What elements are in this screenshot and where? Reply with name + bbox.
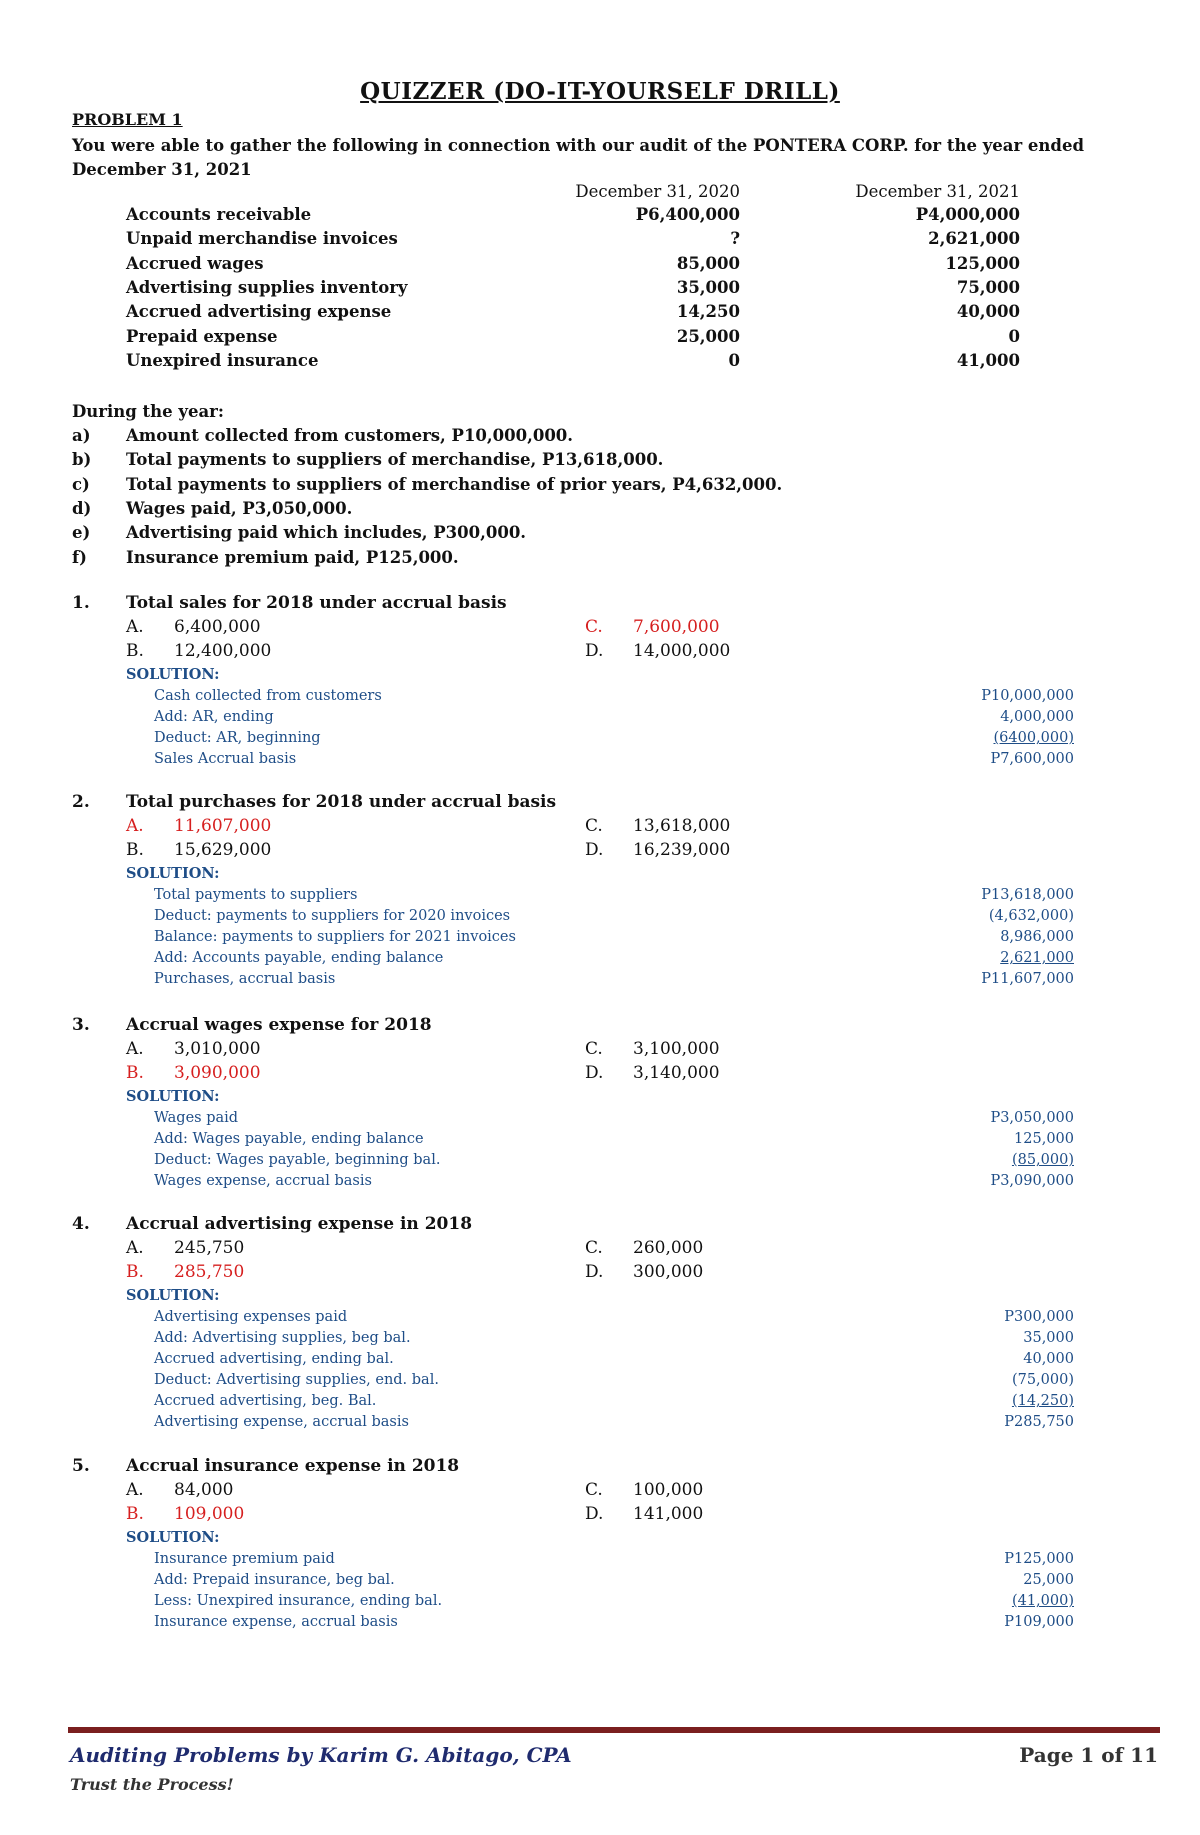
solution-row: [0, 1330, 1200, 1351]
solution-label: Add: Accounts payable, ending balance: [154, 950, 444, 966]
footer-divider: [68, 1727, 1160, 1733]
question-text: Total purchases for 2018 under accrual basis: [126, 792, 557, 812]
balance-row: [0, 229, 1200, 253]
balance-2021: 2,621,000: [928, 229, 1020, 249]
solution-row: [0, 1551, 1200, 1572]
footer-author: Auditing Problems by Karim G. Abitago, CPA: [70, 1743, 572, 1767]
solution-value: P300,000: [1004, 1309, 1074, 1325]
during-item-key: f): [72, 547, 87, 567]
answer-option: [126, 1063, 261, 1083]
solution-label: Insurance premium paid: [154, 1551, 335, 1567]
option-letter: B.: [126, 1063, 144, 1083]
solution-row: [0, 751, 1200, 772]
during-heading: During the year:: [72, 402, 224, 421]
solution-row: [0, 1593, 1200, 1614]
solution-value: P10,000,000: [981, 688, 1074, 704]
solution-heading: SOLUTION:: [126, 865, 220, 882]
answer-option: [126, 641, 271, 661]
answer-option: [585, 641, 730, 661]
option-letter: B.: [126, 641, 144, 661]
answer-option: [585, 617, 720, 637]
solution-value: 35,000: [1023, 1330, 1074, 1346]
answer-option: [585, 1480, 703, 1500]
option-letter: D.: [585, 641, 604, 661]
answer-option: [585, 840, 730, 860]
during-item: [0, 450, 1200, 474]
balance-2021: P4,000,000: [915, 205, 1020, 224]
option-letter: D.: [585, 1504, 604, 1524]
option-letter: B.: [126, 1262, 144, 1282]
balance-label: Unexpired insurance: [126, 350, 319, 370]
balance-2020: ?: [730, 229, 740, 249]
during-item-text: Amount collected from customers, P10,000,000.: [126, 426, 574, 445]
balance-2021: 0: [1008, 326, 1020, 346]
solution-label: Accrued advertising, ending bal.: [154, 1351, 394, 1367]
solution-row: [0, 908, 1200, 929]
solution-value: 125,000: [1014, 1131, 1074, 1147]
solution-label: Wages expense, accrual basis: [154, 1173, 372, 1189]
during-item-text: Insurance premium paid, P125,000.: [126, 547, 459, 567]
solution-row: [0, 730, 1200, 751]
answer-option: [126, 617, 261, 637]
solution-row: [0, 688, 1200, 709]
solution-label: Deduct: Advertising supplies, end. bal.: [154, 1372, 439, 1388]
option-letter: C.: [585, 1238, 603, 1258]
option-letter: D.: [585, 1262, 604, 1282]
solution-value: 40,000: [1023, 1351, 1074, 1367]
option-letter: A.: [126, 816, 144, 836]
balance-2021: 75,000: [956, 277, 1020, 297]
option-value: 3,010,000: [174, 1039, 261, 1059]
balance-2021: 40,000: [956, 302, 1020, 322]
option-letter: A.: [126, 617, 144, 637]
solution-label: Accrued advertising, beg. Bal.: [154, 1393, 377, 1409]
solution-value: (4,632,000): [988, 908, 1074, 924]
solution-value: 25,000: [1023, 1572, 1074, 1588]
problem-heading: PROBLEM 1: [72, 110, 183, 129]
solution-row: [0, 709, 1200, 730]
question-text: Accrual wages expense for 2018: [126, 1015, 432, 1035]
option-value: 16,239,000: [633, 840, 731, 860]
solution-row: [0, 1572, 1200, 1593]
balance-row: [0, 327, 1200, 351]
option-letter: C.: [585, 1480, 603, 1500]
balance-label: Advertising supplies inventory: [126, 277, 408, 297]
document-title: QUIZZER (DO-IT-YOURSELF DRILL): [360, 78, 840, 105]
solution-value: (85,000): [1011, 1152, 1074, 1168]
option-letter: C.: [585, 617, 603, 637]
question-number: 2.: [72, 792, 90, 812]
balance-2021: 41,000: [956, 350, 1020, 370]
answer-option: [126, 816, 271, 836]
during-item-text: Total payments to suppliers of merchandise, P13,618,000.: [126, 450, 664, 470]
option-value: 3,090,000: [174, 1063, 261, 1083]
solution-value: (14,250): [1011, 1393, 1074, 1409]
solution-row: [0, 1614, 1200, 1635]
during-item-text: Wages paid, P3,050,000.: [126, 498, 353, 518]
answer-option: [585, 1504, 703, 1524]
balance-col-header-2021: December 31, 2021: [855, 182, 1020, 201]
question-number: 3.: [72, 1015, 90, 1035]
option-letter: A.: [126, 1238, 144, 1258]
option-letter: C.: [585, 1039, 603, 1059]
balance-2020: 14,250: [676, 302, 740, 322]
option-value: 245,750: [174, 1238, 245, 1258]
balance-row: [0, 351, 1200, 375]
solution-value: P285,750: [1004, 1414, 1074, 1430]
balance-2020: 85,000: [676, 253, 740, 273]
solution-row: [0, 1110, 1200, 1131]
solution-value: 4,000,000: [1000, 709, 1074, 725]
answer-option: [126, 1504, 244, 1524]
solution-value: P3,090,000: [990, 1173, 1074, 1189]
solution-label: Sales Accrual basis: [154, 751, 297, 767]
solution-value: P13,618,000: [981, 887, 1074, 903]
balance-2020: 35,000: [676, 277, 740, 297]
option-value: 100,000: [633, 1480, 704, 1500]
page-number: Page 1 of 11: [1019, 1743, 1158, 1767]
solution-row: [0, 929, 1200, 950]
option-value: 7,600,000: [633, 617, 720, 637]
solution-value: (75,000): [1011, 1372, 1074, 1388]
during-item-text: Total payments to suppliers of merchandise of prior years, P4,632,000.: [126, 474, 783, 494]
balance-label: Accrued wages: [126, 253, 264, 273]
question-text: Accrual insurance expense in 2018: [126, 1456, 460, 1476]
option-value: 11,607,000: [174, 816, 272, 836]
solution-row: [0, 950, 1200, 971]
solution-value: 8,986,000: [1000, 929, 1074, 945]
answer-option: [126, 1262, 244, 1282]
option-value: 260,000: [633, 1238, 704, 1258]
solution-label: Deduct: payments to suppliers for 2020 invoices: [154, 908, 511, 924]
footer-tagline: Trust the Process!: [70, 1775, 234, 1794]
option-letter: A.: [126, 1039, 144, 1059]
option-value: 13,618,000: [633, 816, 731, 836]
solution-row: [0, 1414, 1200, 1435]
balance-label: Unpaid merchandise invoices: [126, 229, 398, 249]
solution-label: Balance: payments to suppliers for 2021 invoices: [154, 929, 516, 945]
question-number: 5.: [72, 1456, 90, 1476]
solution-label: Wages paid: [154, 1110, 239, 1126]
option-letter: D.: [585, 1063, 604, 1083]
solution-label: Purchases, accrual basis: [154, 971, 336, 987]
option-value: 109,000: [174, 1504, 245, 1524]
solution-value: 2,621,000: [1000, 950, 1074, 966]
problem-intro: You were able to gather the following in connection with our audit of the PONTERA CORP. for the year ended December 31, 2021: [72, 136, 1084, 179]
solution-row: [0, 1351, 1200, 1372]
balance-2020: P6,400,000: [635, 205, 740, 224]
option-value: 3,140,000: [633, 1063, 720, 1083]
during-item: [0, 475, 1200, 499]
question-number: 4.: [72, 1214, 90, 1234]
option-value: 285,750: [174, 1262, 245, 1282]
solution-heading: SOLUTION:: [126, 1088, 220, 1105]
solution-label: Add: Advertising supplies, beg bal.: [154, 1330, 411, 1346]
during-item: [0, 426, 1200, 450]
option-value: 12,400,000: [174, 641, 272, 661]
option-letter: D.: [585, 840, 604, 860]
option-letter: C.: [585, 816, 603, 836]
during-item: [0, 548, 1200, 572]
answer-option: [126, 1238, 244, 1258]
option-letter: A.: [126, 1480, 144, 1500]
answer-option: [585, 816, 730, 836]
solution-row: [0, 1173, 1200, 1194]
option-value: 14,000,000: [633, 641, 731, 661]
option-letter: B.: [126, 1504, 144, 1524]
solution-row: [0, 1372, 1200, 1393]
during-item: [0, 523, 1200, 547]
solution-label: Less: Unexpired insurance, ending bal.: [154, 1593, 443, 1609]
during-item-key: b): [72, 450, 92, 470]
solution-value: P125,000: [1004, 1551, 1074, 1567]
solution-label: Advertising expense, accrual basis: [154, 1414, 409, 1430]
option-value: 141,000: [633, 1504, 704, 1524]
option-letter: B.: [126, 840, 144, 860]
balance-col-header-2020: December 31, 2020: [575, 182, 740, 201]
answer-option: [585, 1262, 703, 1282]
option-value: 15,629,000: [174, 840, 272, 860]
answer-option: [126, 1039, 261, 1059]
solution-heading: SOLUTION:: [126, 1287, 220, 1304]
solution-label: Insurance expense, accrual basis: [154, 1614, 398, 1630]
solution-heading: SOLUTION:: [126, 1529, 220, 1546]
solution-label: Add: Wages payable, ending balance: [154, 1131, 424, 1147]
during-item-key: d): [72, 498, 92, 518]
balance-row: [0, 278, 1200, 302]
solution-label: Deduct: Wages payable, beginning bal.: [154, 1152, 441, 1168]
balance-label: Prepaid expense: [126, 326, 278, 346]
balance-row: [0, 205, 1200, 229]
option-value: 84,000: [174, 1480, 234, 1500]
solution-row: [0, 971, 1200, 992]
solution-value: P7,600,000: [990, 751, 1074, 767]
solution-heading: SOLUTION:: [126, 666, 220, 683]
answer-option: [126, 840, 271, 860]
solution-label: Advertising expenses paid: [154, 1309, 348, 1325]
option-value: 300,000: [633, 1262, 704, 1282]
answer-option: [585, 1238, 703, 1258]
balance-2020: 25,000: [676, 326, 740, 346]
balance-label: Accrued advertising expense: [126, 302, 392, 322]
option-value: 6,400,000: [174, 617, 261, 637]
solution-row: [0, 1393, 1200, 1414]
solution-value: P11,607,000: [981, 971, 1074, 987]
question-text: Accrual advertising expense in 2018: [126, 1214, 473, 1234]
balance-row: [0, 302, 1200, 326]
solution-row: [0, 1131, 1200, 1152]
answer-option: [585, 1063, 720, 1083]
solution-label: Total payments to suppliers: [154, 887, 358, 903]
solution-row: [0, 887, 1200, 908]
during-item: [0, 499, 1200, 523]
during-item-key: c): [72, 474, 90, 494]
balance-2021: 125,000: [945, 253, 1020, 273]
solution-row: [0, 1309, 1200, 1330]
solution-label: Deduct: AR, beginning: [154, 730, 321, 746]
solution-label: Add: AR, ending: [154, 709, 274, 725]
question-text: Total sales for 2018 under accrual basis: [126, 593, 507, 613]
question-number: 1.: [72, 593, 90, 613]
answer-option: [585, 1039, 720, 1059]
option-value: 3,100,000: [633, 1039, 720, 1059]
solution-label: Add: Prepaid insurance, beg bal.: [154, 1572, 395, 1588]
balance-2020: 0: [728, 350, 740, 370]
solution-value: P3,050,000: [990, 1110, 1074, 1126]
solution-value: (41,000): [1011, 1593, 1074, 1609]
during-item-key: e): [72, 523, 91, 543]
solution-row: [0, 1152, 1200, 1173]
solution-value: (6400,000): [993, 730, 1074, 746]
during-item-key: a): [72, 426, 91, 445]
during-item-text: Advertising paid which includes, P300,000.: [126, 523, 527, 543]
solution-label: Cash collected from customers: [154, 688, 382, 704]
solution-value: P109,000: [1004, 1614, 1074, 1630]
answer-option: [126, 1480, 233, 1500]
balance-label: Accounts receivable: [126, 205, 312, 224]
balance-row: [0, 254, 1200, 278]
